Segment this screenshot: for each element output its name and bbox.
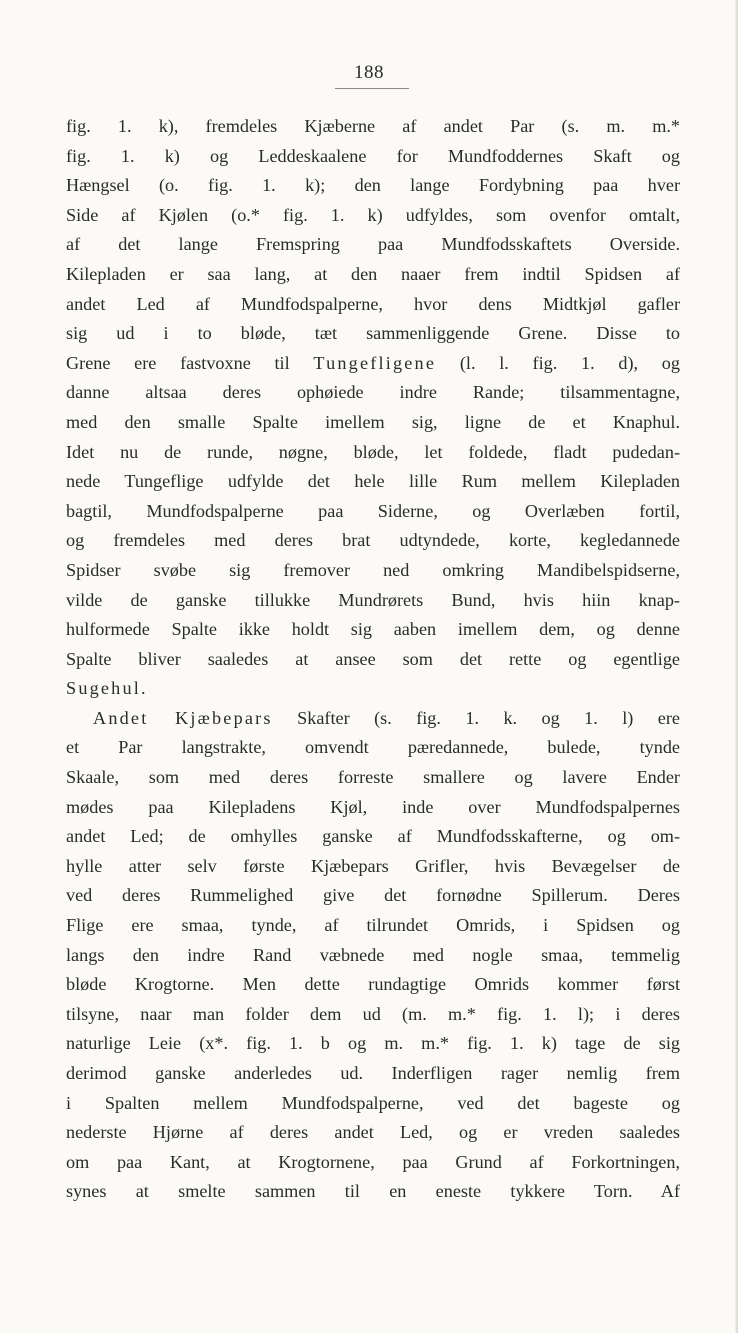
- text-line: andet Led af Mundfodspalperne, hvor dens Midtkjøl gafler: [66, 293, 680, 314]
- spaced-term: Tungefligene: [313, 352, 437, 373]
- text-line: derimod ganske anderledes ud. Inderfligen rager nemlig frem: [66, 1063, 680, 1083]
- text-line: Idet nu de runde, nøgne, bløde, let foldede, fladt pudedan-: [66, 441, 680, 462]
- text-line: Grene ere fastvoxne til Tungefligene (l. l. fig. 1. d), og: [66, 352, 680, 373]
- text-line: vilde de ganske tillukke Mundrørets Bund, hvis hiin knap-: [66, 589, 680, 610]
- text-line: tilsyne, naar man folder dem ud (m. m.* fig. 1. l); i deres: [66, 1003, 680, 1024]
- text-line: bagtil, Mundfodspalperne paa Siderne, og Overlæben fortil,: [66, 500, 680, 521]
- text-line: Sugehul.: [66, 678, 146, 699]
- text-line: Hængsel (o. fig. 1. k); den lange Fordybning paa hver: [66, 175, 680, 196]
- text-line: langs den indre Rand væbnede med nogle smaa, temmelig: [66, 944, 680, 965]
- text-line: hulformede Spalte ikke holdt sig aaben imellem dem, og denne: [66, 619, 680, 640]
- text-line: om paa Kant, at Krogtornene, paa Grund af Forkortningen,: [66, 1151, 680, 1172]
- text-line: fig. 1. k), fremdeles Kjæberne af andet Par (s. m. m.*: [66, 116, 680, 136]
- text-line: hylle atter selv første Kjæbepars Grifler, hvis Bevægelser de: [66, 855, 680, 876]
- text-line: med den smalle Spalte imellem sig, ligne de et Knaphul.: [66, 411, 680, 432]
- text-line: af det lange Fremspring paa Mundfodsskaftets Overside.: [66, 234, 680, 255]
- text-line: Andet Kjæbepars Skafter (s. fig. 1. k. og 1. l) ere: [93, 707, 680, 728]
- text-line: Kilepladen er saa lang, at den naaer frem indtil Spidsen af: [66, 263, 680, 284]
- text-line: et Par langstrakte, omvendt pæredannede, bulede, tynde: [66, 737, 680, 758]
- page-number-rule: [335, 88, 409, 89]
- text-line: mødes paa Kilepladens Kjøl, inde over Mundfodspalpernes: [66, 796, 680, 817]
- text-line: fig. 1. k) og Leddeskaalene for Mundfoddernes Skaft og: [66, 145, 680, 166]
- text-line: andet Led; de omhylles ganske af Mundfodsskafterne, og om-: [66, 826, 680, 847]
- text-line: sig ud i to bløde, tæt sammenliggende Grene. Disse to: [66, 323, 680, 344]
- text-line: danne altsaa deres ophøiede indre Rande; tilsammentagne,: [66, 382, 680, 403]
- text-line: Spidser svøbe sig fremover ned omkring Mandibelspidserne,: [66, 559, 680, 580]
- text-line: og fremdeles med deres brat udtyndede, korte, kegledannede: [66, 530, 680, 551]
- text-line: bløde Krogtorne. Men dette rundagtige Omrids kommer først: [66, 974, 680, 995]
- spaced-term: Sugehul: [66, 678, 142, 699]
- text-line: Flige ere smaa, tynde, af tilrundet Omrids, i Spidsen og: [66, 915, 680, 936]
- text-line: ved deres Rummelighed give det fornødne Spillerum. Deres: [66, 885, 680, 906]
- text-line: Spalte bliver saaledes at ansee som det rette og egentlige: [66, 648, 680, 669]
- body-text: [66, 112, 680, 1207]
- page-number: 188: [354, 62, 384, 83]
- text-line: nede Tungeflige udfylde det hele lille Rum mellem Kilepladen: [66, 471, 680, 492]
- text-line: synes at smelte sammen til en eneste tykkere Torn. Af: [66, 1181, 680, 1202]
- text-line: i Spalten mellem Mundfodspalperne, ved det bageste og: [66, 1092, 680, 1113]
- text-line: naturlige Leie (x*. fig. 1. b og m. m.* fig. 1. k) tage de sig: [66, 1033, 680, 1054]
- text-line: Side af Kjølen (o.* fig. 1. k) udfyldes, som ovenfor omtalt,: [66, 204, 680, 225]
- spaced-term: Andet Kjæbepars: [93, 707, 273, 728]
- text-line: nederste Hjørne af deres andet Led, og er vreden saaledes: [66, 1122, 680, 1143]
- text-line: Skaale, som med deres forreste smallere og lavere Ender: [66, 767, 680, 788]
